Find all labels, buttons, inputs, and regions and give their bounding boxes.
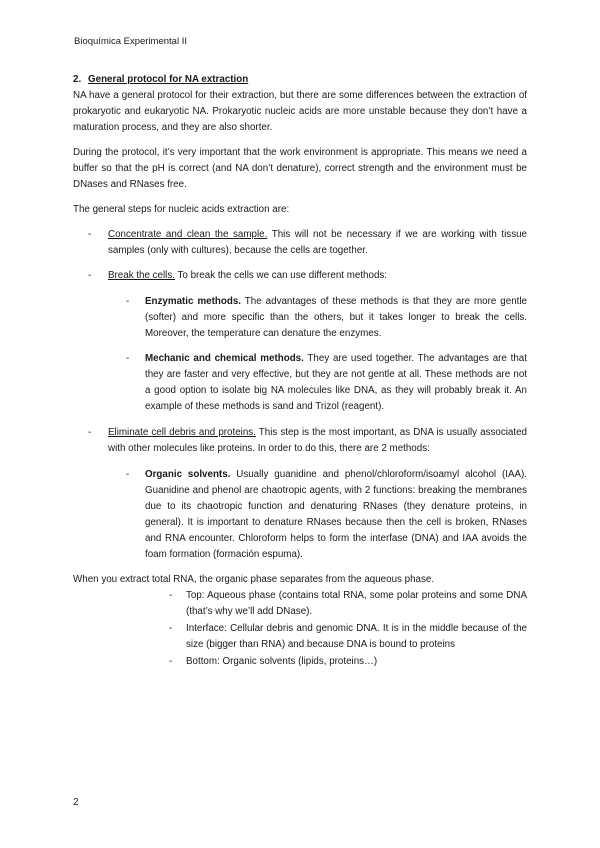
- step-text: To break the cells we can use different methods:: [174, 270, 388, 281]
- list-item-phase-interface: [169, 621, 527, 653]
- paragraph-steps-intro: The general steps for nucleic acids extraction are:: [73, 204, 290, 215]
- phase-text: Interface: Cellular debris and genomic DNA. It is in the middle because of the size (bigger than RNA) and because DNA is bound to proteins: [186, 623, 527, 650]
- method-text: The advantages of these methods is that they are more gentle (softer) and more specific than the others, but it takes longer to break the cells. Moreover, the temperature can denature the enzymes.: [145, 296, 528, 339]
- method-title: Enzymatic methods.: [145, 296, 241, 307]
- section-heading: [73, 72, 527, 88]
- list-item-break-cells: [88, 268, 527, 284]
- bullet-dash: -: [88, 427, 92, 438]
- list-item-phase-top: [169, 588, 527, 620]
- method-title: Mechanic and chemical methods.: [145, 353, 304, 364]
- bullet-dash: -: [88, 229, 92, 240]
- paragraph-phase-note: When you extract total RNA, the organic phase separates from the aqueous phase.: [73, 574, 435, 585]
- list-item-mechanic: [126, 351, 527, 415]
- bullet-dash: -: [169, 656, 173, 667]
- bullet-dash: -: [169, 590, 173, 601]
- section-number: 2.: [73, 74, 82, 85]
- step-title: Concentrate and clean the sample.: [108, 229, 268, 240]
- bullet-dash: -: [126, 296, 130, 307]
- list-item-concentrate: [88, 227, 527, 259]
- bullet-dash: -: [126, 353, 130, 364]
- step-title: Break the cells.: [108, 270, 175, 281]
- method-text: Usually guanidine and phenol/chloroform/isoamyl alcohol (IAA). Guanidine and phenol are chaotropic agents, with 2 functions: breaking the membranes due to its chaotropic function and denaturing RNases (they denature proteins, in general). It is important to denature RNases because then the cell is broken, RNases and RNA encounter. Chloroform helps to form the interfase (DNA) and IAA avoids the foam formation (formación espuma).: [145, 469, 527, 560]
- step-text: This will not be necessary if we are working with tissue samples (only with cultures), because the cells are together.: [108, 229, 527, 256]
- method-title: Organic solvents.: [145, 469, 231, 480]
- list-item-eliminate: [88, 425, 527, 457]
- list-item-phase-bottom: [169, 654, 527, 670]
- list-item-organic-solvents: [126, 467, 527, 563]
- bullet-dash: -: [126, 469, 130, 480]
- phase-text: Top: Aqueous phase (contains total RNA, some polar proteins and some DNA (that’s why we’ll add DNase).: [186, 590, 527, 617]
- list-item-enzymatic: [126, 294, 528, 342]
- step-title: Eliminate cell debris and proteins.: [108, 427, 256, 438]
- method-text: They are used together. The advantages are that they are faster and very effective, but they are not gentle at all. These methods are not a good option to isolate big NA molecules like DNA, as they will probably break it. An example of these methods is sand and Trizol (reagent).: [145, 353, 527, 412]
- section-title: General protocol for NA extraction: [88, 74, 249, 85]
- bullet-dash: -: [88, 270, 92, 281]
- bullet-dash: -: [169, 623, 173, 634]
- running-header: Bioquímica Experimental II: [74, 36, 187, 47]
- phase-text: Bottom: Organic solvents (lipids, proteins…): [186, 656, 378, 667]
- step-text: This step is the most important, as DNA is usually associated with other molecules like proteins. In order to do this, there are 2 methods:: [108, 427, 527, 454]
- paragraph-intro: NA have a general protocol for their extraction, but there are some differences between the extraction of prokaryotic and eukaryotic NA. Prokaryotic nucleic acids are more unstable because they don’t have a maturation process, and they are also shorter.: [73, 90, 527, 133]
- paragraph-environment: During the protocol, it’s very important that the work environment is appropriate. This means we need a buffer so that the pH is correct (and NA don’t denature), correct strength and the environment must be DNases and RNases free.: [73, 147, 527, 190]
- document-body: [73, 72, 527, 671]
- page-number: 2: [73, 797, 79, 808]
